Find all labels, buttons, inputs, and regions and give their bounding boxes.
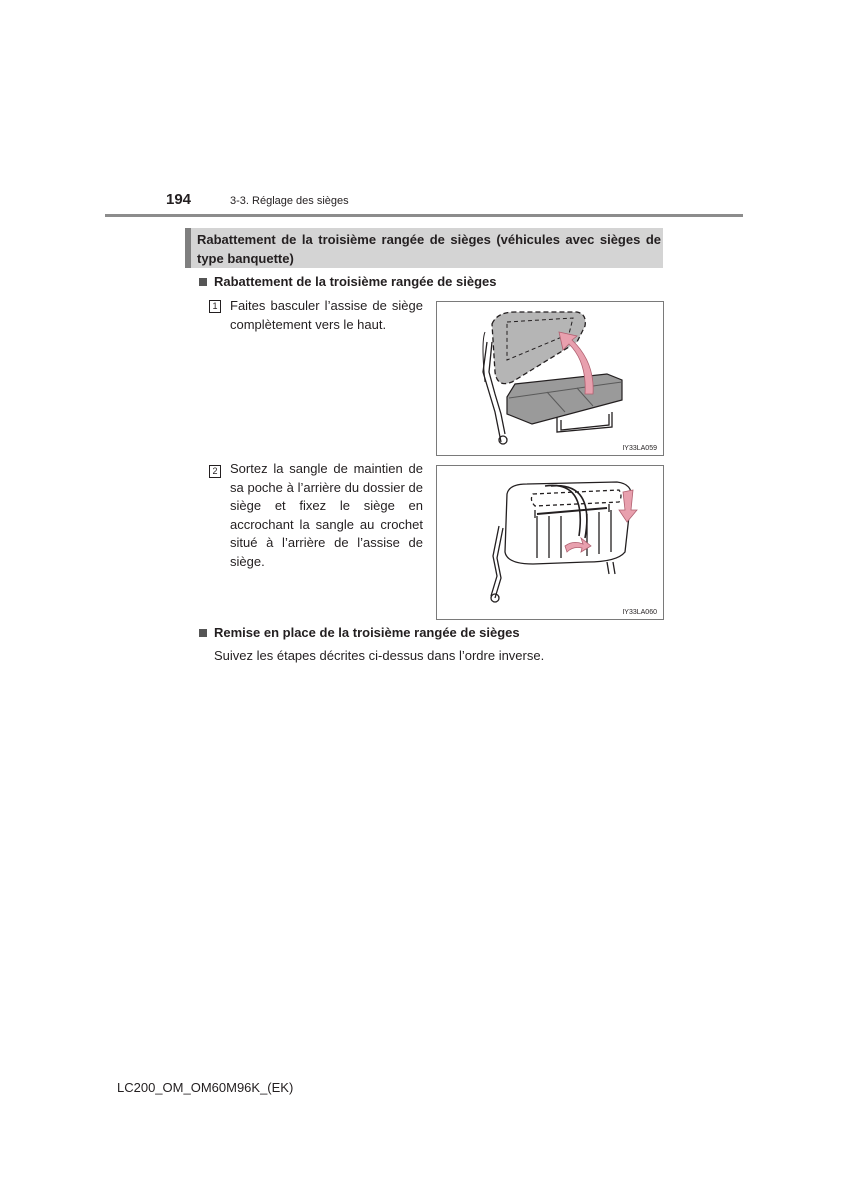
seat-cushion-flip-illustration [437, 302, 663, 455]
step-1-text: Faites basculer l’assise de siège complètement vers le haut. [230, 298, 423, 332]
step-number-1: 1 [209, 300, 221, 313]
header-divider [105, 214, 743, 217]
figure-seat-cushion-flip [436, 301, 664, 456]
figure-code: IY33LA060 [622, 609, 657, 616]
document-code-footer: LC200_OM_OM60M96K_(EK) [117, 1080, 294, 1095]
square-bullet-icon [199, 629, 207, 637]
section-heading-box [185, 228, 663, 268]
figure-code: IY33LA059 [622, 445, 657, 452]
step-2-text: Sortez la sangle de maintien de sa poche à l’arrière du dossier de siège et fixez le siège en accrochant la sangle au crochet situé à l’arrière de l’assise de siège. [230, 461, 423, 569]
page-number: 194 [166, 191, 192, 208]
figure-strap-hook [436, 465, 664, 620]
section-title: 3-3. Réglage des sièges [230, 195, 349, 207]
restore-subheading: Remise en place de la troisième rangée de sièges [214, 625, 520, 640]
section-heading: Rabattement de la troisième rangée de sièges (véhicules avec sièges de type banquette) [197, 232, 661, 266]
folding-subheading: Rabattement de la troisième rangée de sièges [214, 274, 497, 289]
strap-hook-illustration [437, 466, 663, 619]
step-number-2: 2 [209, 465, 221, 478]
square-bullet-icon [199, 278, 207, 286]
restore-instruction: Suivez les étapes décrites ci-dessus dans l’ordre inverse. [214, 648, 545, 663]
